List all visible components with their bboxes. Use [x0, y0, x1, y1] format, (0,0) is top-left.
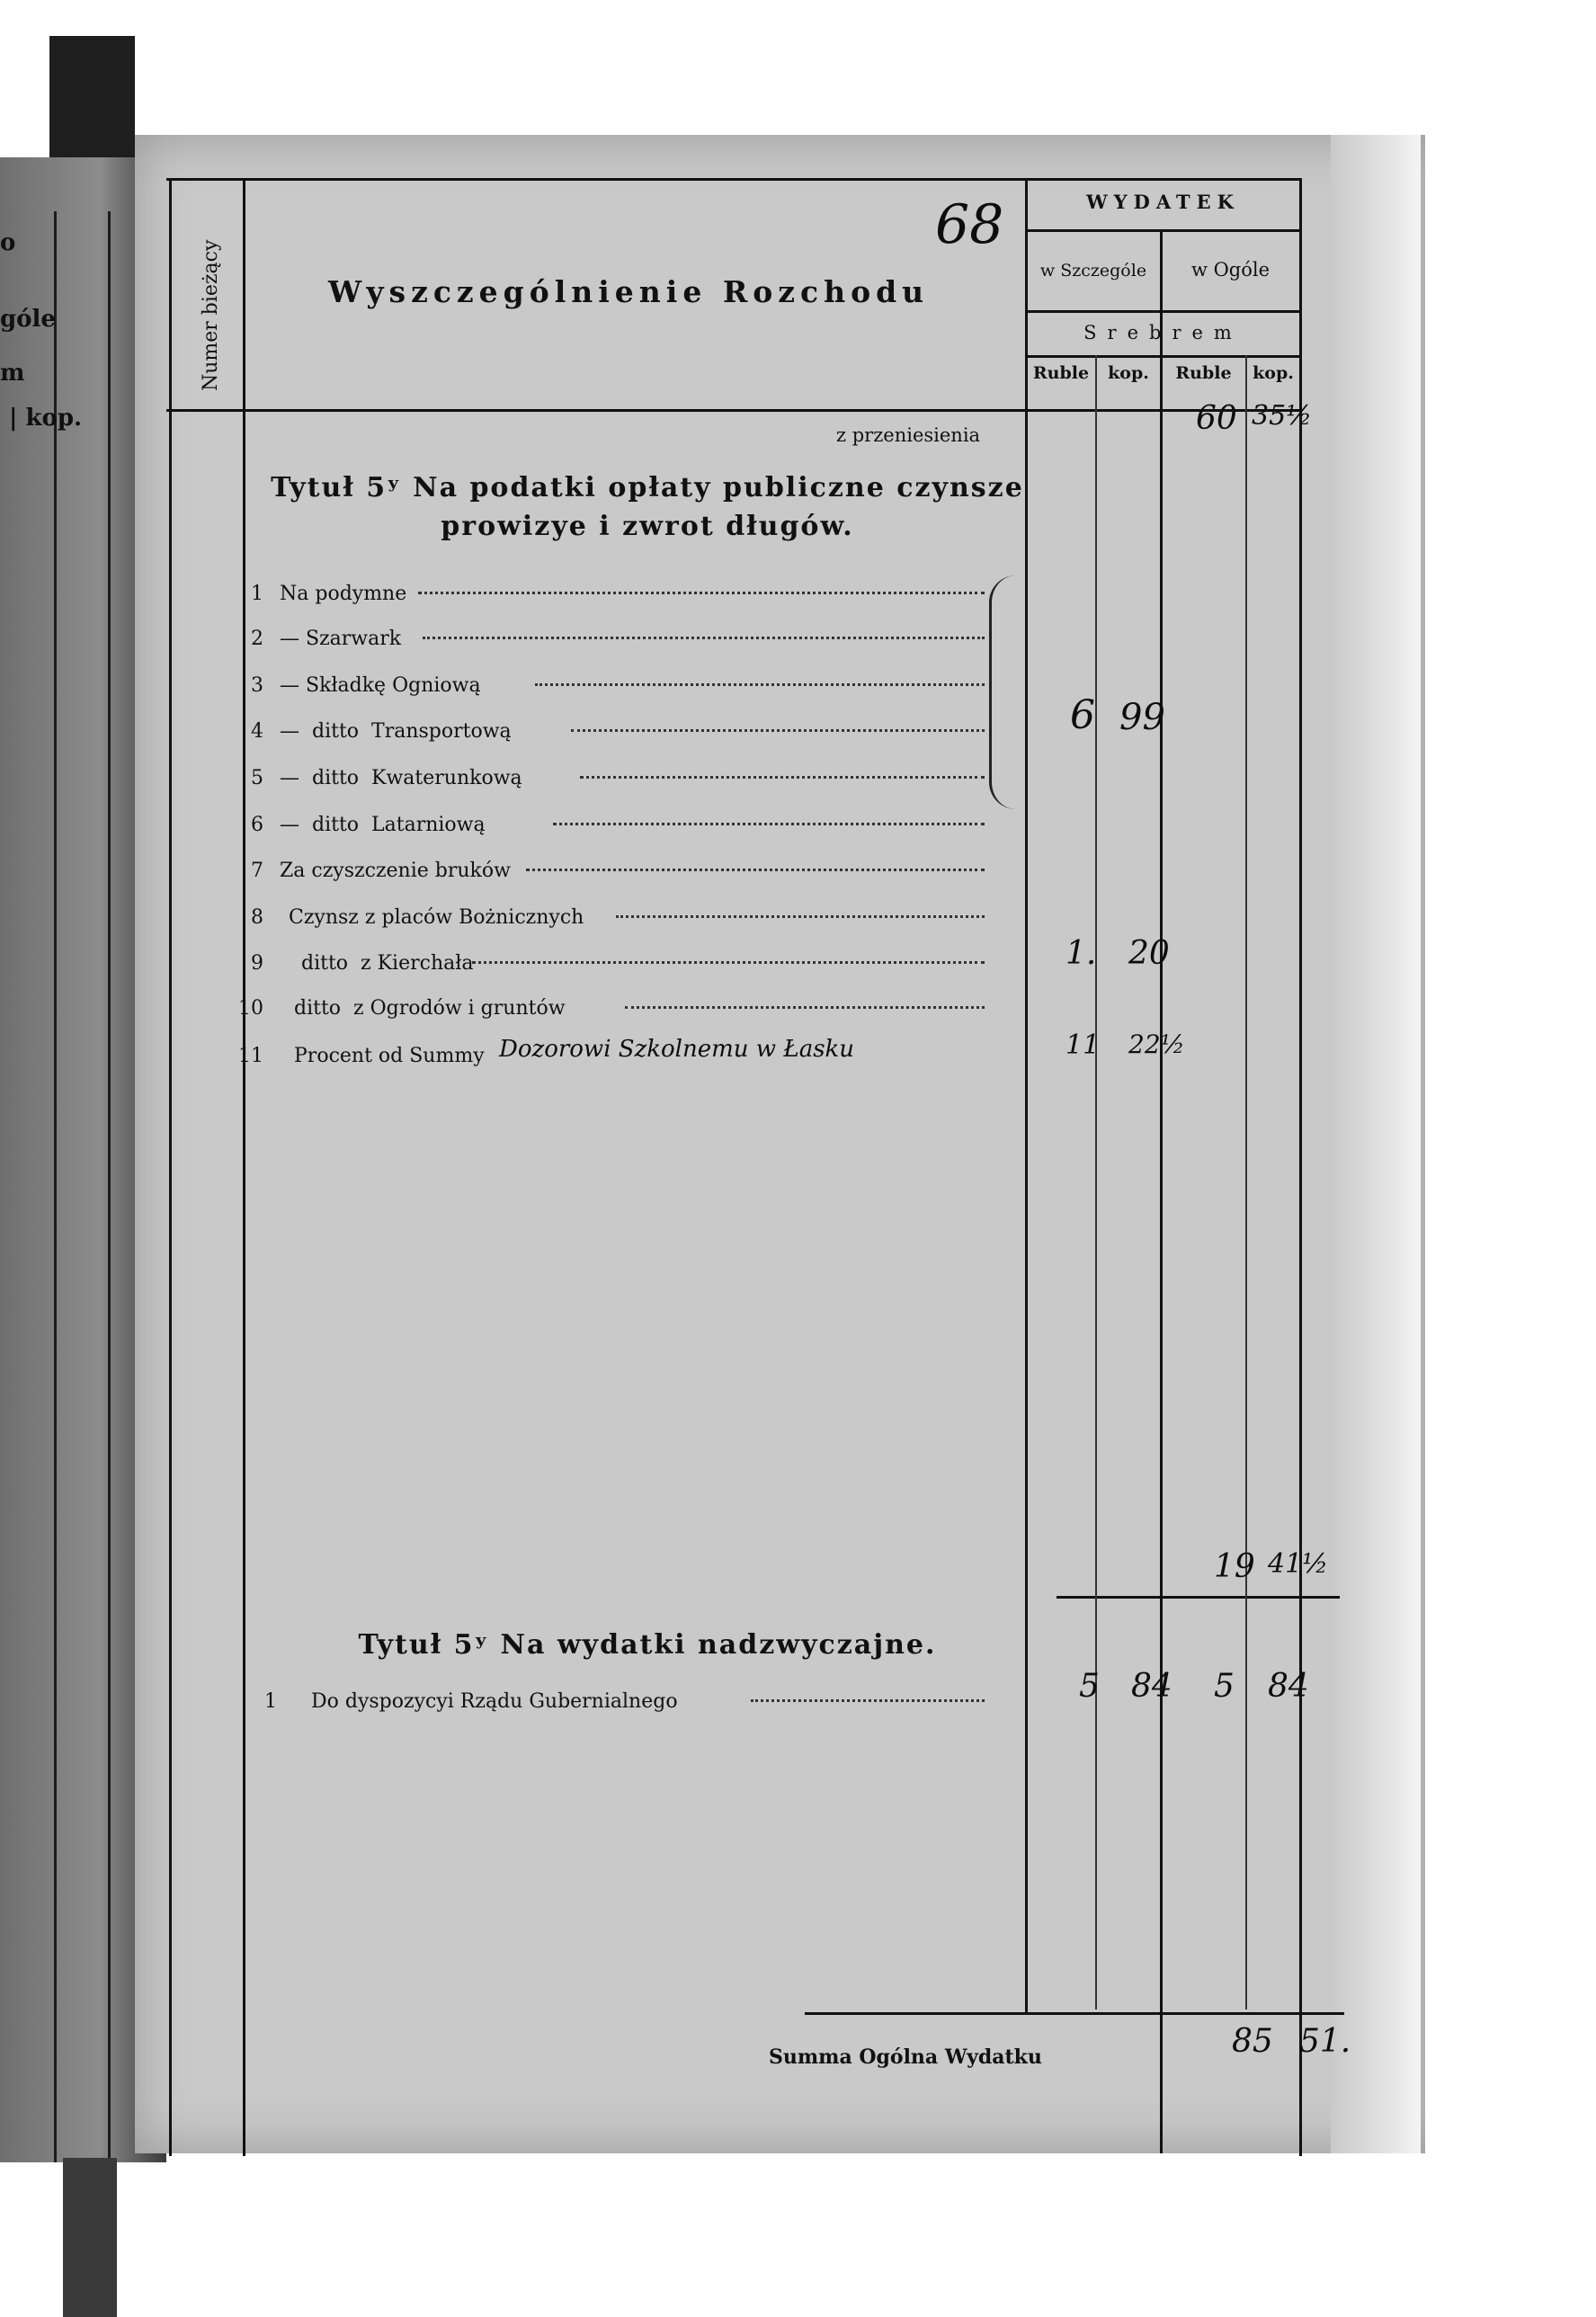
- row-label: — ditto Latarniową: [280, 814, 486, 836]
- column-title: Wyszczególnienie Rozchodu: [328, 274, 930, 309]
- bracket-brace: [989, 575, 1028, 809]
- row9-ruble: 1.: [1065, 935, 1097, 972]
- rule-wydatek: [1025, 229, 1301, 232]
- srebrem-label: Srebrem: [1083, 322, 1243, 343]
- rule-header-bottom: [166, 409, 1301, 412]
- list-item: [238, 1038, 1039, 1074]
- row-number: 11: [238, 1045, 263, 1067]
- page-number: 68: [935, 193, 1004, 256]
- row-label: ditto z Kierchała: [301, 952, 474, 975]
- szczegole-label: w Szczególe: [1039, 261, 1147, 281]
- column-number-label: Numer bieżący: [200, 239, 222, 391]
- kop-label: kop.: [1108, 363, 1149, 383]
- carry-kop: 35½: [1252, 400, 1313, 432]
- left-page-fragment: | kop.: [9, 405, 83, 432]
- row9-kop: 20: [1128, 935, 1170, 972]
- leader-dots: [553, 823, 985, 825]
- bracket-ruble: 6: [1070, 692, 1095, 738]
- rule-srebrem: [1025, 355, 1301, 358]
- leader-dots: [751, 1699, 985, 1702]
- list-item: [252, 1683, 1052, 1719]
- row-label: Czynsz z placów Bożnicznych: [289, 906, 584, 929]
- bracket-kop: 99: [1119, 697, 1165, 738]
- kop-label: kop.: [1253, 363, 1294, 383]
- summary-label: Summa Ogólna Wydatku: [769, 2045, 1042, 2069]
- row-number: 1: [264, 1690, 277, 1713]
- row11-kop: 22½: [1128, 1029, 1185, 1059]
- list-item: [238, 620, 1039, 656]
- row-label: Na podymne: [280, 583, 407, 605]
- leader-dots: [571, 729, 985, 732]
- book-spine-bottom: [63, 2158, 117, 2317]
- rule-left: [169, 178, 172, 2156]
- left-page-fragment: góle: [0, 306, 56, 333]
- rule-summary: [805, 2012, 1344, 2015]
- row-number: 5: [251, 767, 263, 789]
- section2-total-kop: 84: [1268, 1668, 1309, 1705]
- handwritten-note: Dozorowi Szkolnemu w Łasku: [499, 1036, 855, 1063]
- row-label: Do dyspozycyi Rządu Gubernialnego: [311, 1690, 678, 1713]
- rule-top: [166, 178, 1301, 181]
- rule-right: [1299, 178, 1302, 2156]
- row-label: Procent od Summy: [294, 1045, 485, 1067]
- list-item: [238, 667, 1039, 703]
- summary-ruble: 85: [1232, 2023, 1273, 2060]
- row-number: 2: [251, 628, 263, 650]
- ruble-label: Ruble: [1032, 363, 1090, 383]
- rule-kop-2: [1245, 355, 1247, 2010]
- section1-total-ruble: 19: [1214, 1548, 1255, 1585]
- row11-ruble: 11: [1065, 1029, 1101, 1061]
- left-page-fragment: m: [0, 360, 25, 387]
- row-number: 9: [251, 952, 263, 975]
- row-number: 8: [251, 906, 263, 929]
- list-item: [238, 575, 1039, 611]
- row-label: ditto z Ogrodów i gruntów: [294, 997, 566, 1020]
- leader-dots: [423, 637, 985, 639]
- section2-total-ruble: 5: [1214, 1668, 1235, 1705]
- row-label: — Składkę Ogniową: [280, 674, 481, 697]
- rule-amount-start: [1025, 178, 1028, 2012]
- section2-detail-ruble: 5: [1079, 1668, 1100, 1705]
- leader-dots: [616, 915, 985, 918]
- list-item: [238, 713, 1039, 749]
- section1-total-kop: 41½: [1268, 1548, 1329, 1580]
- leader-dots: [526, 869, 985, 871]
- list-item: [238, 852, 1039, 888]
- section2-title: Tytuł 5ʸ Na wydatki nadzwyczajne.: [358, 1629, 937, 1661]
- carry-ruble: 60: [1196, 400, 1237, 437]
- rule-subtotal: [1057, 1596, 1340, 1599]
- row-number: 3: [251, 674, 263, 697]
- ogole-label: w Ogóle: [1190, 259, 1271, 281]
- rule-szczegole: [1025, 310, 1301, 313]
- leader-dots: [625, 1006, 985, 1009]
- row-number: 6: [251, 814, 263, 836]
- ruble-label: Ruble: [1175, 363, 1232, 383]
- list-item: [238, 945, 1039, 981]
- row-number: 4: [251, 720, 263, 743]
- leader-dots: [580, 776, 985, 779]
- list-item: [238, 899, 1039, 935]
- left-page-line: [54, 211, 57, 2162]
- list-item: [238, 806, 1039, 842]
- row-number: 10: [238, 997, 263, 1020]
- section1-title-line2: prowizye i zwrot długów.: [441, 511, 854, 542]
- carry-label: z przeniesienia: [836, 424, 981, 446]
- summary-kop: 51.: [1299, 2023, 1351, 2060]
- list-item: [238, 990, 1039, 1026]
- ledger-page: [135, 135, 1425, 2153]
- rule-kop-1: [1095, 355, 1097, 2010]
- section1-title-line1: Tytuł 5ʸ Na podatki opłaty publiczne czynsze: [271, 472, 1024, 504]
- page-edge: [1331, 135, 1421, 2153]
- section2-detail-kop: 84: [1131, 1668, 1172, 1705]
- rule-number-col: [243, 178, 245, 2156]
- leader-dots: [472, 961, 985, 964]
- list-item: [238, 760, 1039, 796]
- row-label: — ditto Transportową: [280, 720, 512, 743]
- left-page-line: [108, 211, 111, 2162]
- rule-ogole-start: [1160, 229, 1163, 2153]
- row-label: Za czyszczenie bruków: [280, 860, 511, 882]
- row-number: 1: [251, 583, 263, 605]
- row-label: — ditto Kwaterunkową: [280, 767, 522, 789]
- row-number: 7: [251, 860, 263, 882]
- left-page-fragment: o: [0, 229, 16, 256]
- leader-dots: [535, 683, 985, 686]
- wydatek-label: WYDATEK: [1086, 191, 1240, 213]
- row-label: — Szarwark: [280, 628, 402, 650]
- leader-dots: [418, 592, 985, 594]
- book-spine-top: [49, 36, 135, 162]
